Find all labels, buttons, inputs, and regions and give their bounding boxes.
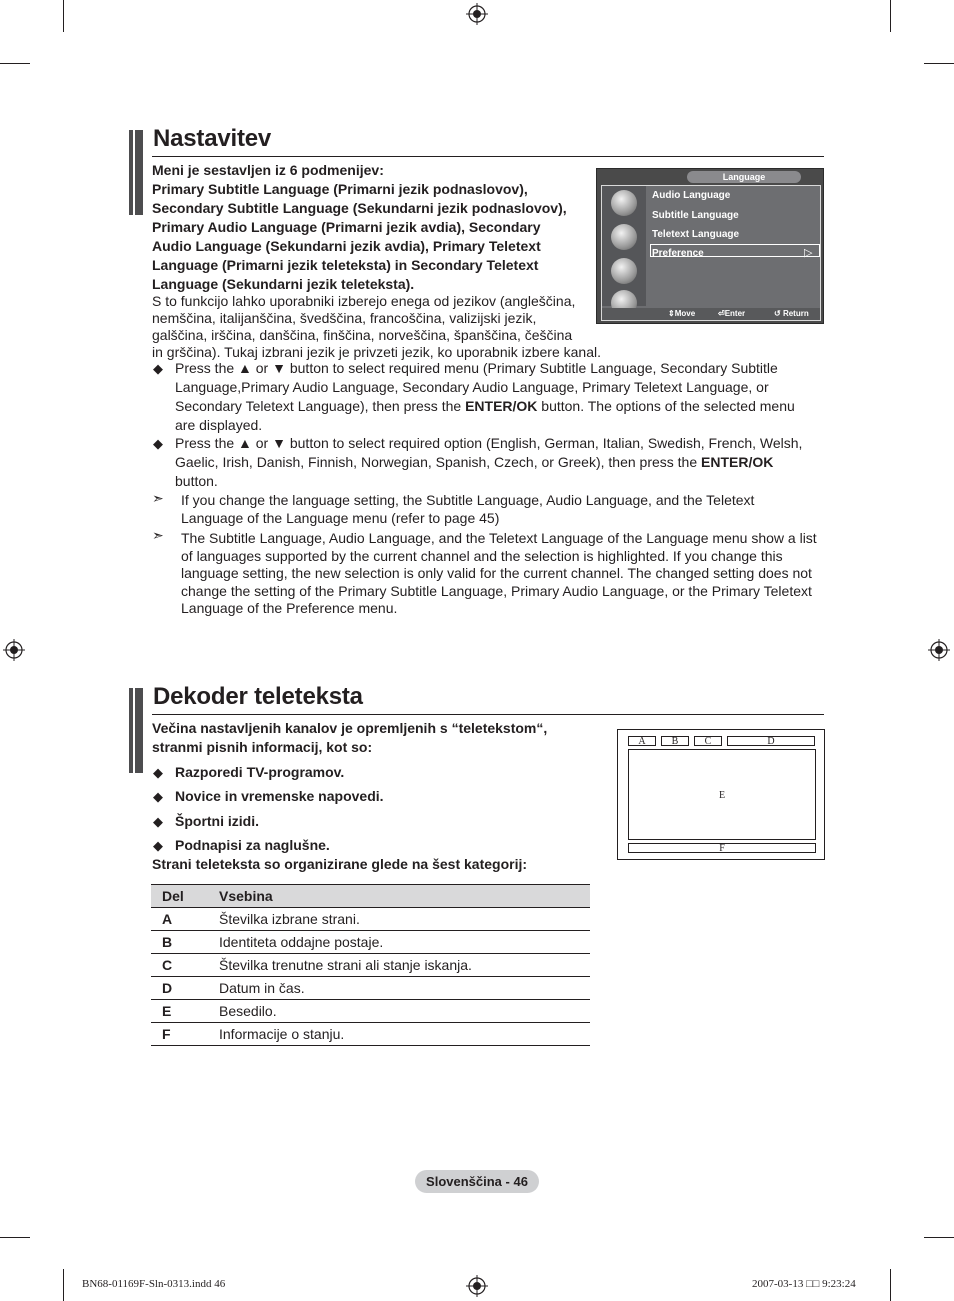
list-item: Športni izidi. [175,813,259,829]
section-title-nastavitev: Nastavitev [153,125,272,152]
bullet-text-part: button. [175,473,218,489]
osd-icon-column [602,186,646,306]
bullet-text [175,434,817,491]
teletext-summary: Strani teleteksta so organizirane glede na šest kategorij: [152,856,528,872]
table-row [151,1000,590,1023]
osd-item-preference: Preference [652,248,704,259]
list-item: Novice in vremenske napovedi. [175,788,384,804]
move-label: Move [674,309,696,318]
note-arrow-icon: ➣ [152,527,164,543]
registration-mark-icon [466,3,488,25]
intro-line: S to funkcijo lahko uporabniki izberejo enega od jezikov (angleščina, [152,293,576,309]
section-rule [152,714,824,715]
diagram-box-c: C [694,736,722,746]
table-row [151,954,590,977]
list-item: Podnapisi za naglušne. [175,837,330,853]
table-cell-value: Datum in čas. [219,977,590,1000]
crop-mark [0,63,30,64]
picture-icon [611,224,637,250]
registration-mark-icon [466,1275,488,1297]
antenna-icon [611,190,637,216]
table-cell-key: C [151,954,219,977]
teletext-intro [152,719,602,757]
note-arrow-icon: ➣ [152,490,164,506]
table-cell-value: Številka izbrane strani. [219,908,590,931]
diagram-box-b: B [661,736,689,746]
bullet-diamond-icon: ◆ [153,789,163,804]
crop-mark [890,0,891,32]
table-cell-value: Informacije o stanju. [219,1023,590,1046]
diagram-box-e: E [628,749,816,840]
return-label: Return [782,309,809,318]
diagram-box-f: F [628,843,816,853]
list-item: Razporedi TV-programov. [175,764,345,780]
crop-mark [924,1237,954,1238]
teletext-parts-table [151,884,590,1046]
table-cell-key: A [151,908,219,931]
intro-line: galščina, irščina, danščina, finščina, norveščina, španščina, češčina [152,327,573,343]
bullet-text [175,359,815,435]
enter-label: Enter [724,309,746,318]
intro-line: nemščina, italijanščina, švedščina, francoščina, valizijski jezik, [152,310,537,326]
return-hint: ↺ Return [774,309,809,318]
osd-tab-title: Language [687,171,801,183]
section-marker-bar [129,688,143,773]
osd-bottom-bar [602,308,820,320]
teletext-layout-diagram [617,729,825,860]
slug-file-info: BN68-01169F-Sln-0313.indd 46 [82,1278,226,1290]
osd-language-menu [596,168,824,324]
crop-mark [63,0,64,32]
bullet-diamond-icon: ◆ [153,436,163,451]
diagram-box-a: A [628,736,656,746]
intro-line: Meni je sestavljen iz 6 podmenijev: [152,162,384,178]
bullet-diamond-icon: ◆ [153,361,163,376]
bullet-text-part: Press the ▲ or ▼ button to select required menu (Primary Subtitle Language, Secondary Subtitle Language,Primary Audio Language, Secondary Audio Language, Primary Teletext Language, or Secondary Teletext Language), then press the [175,360,778,414]
crop-mark [0,1237,30,1238]
table-header: Vsebina [219,885,590,908]
bullet-diamond-icon: ◆ [153,814,163,829]
page-number-badge: Slovenščina - 46 [415,1170,539,1193]
table-row [151,908,590,931]
note-text: The Subtitle Language, Audio Language, and the Teletext Language of the Language menu show a list of languages supported by the current channel and the selection is highlighted. If you change this language setting, the new selection is only valid for the current channel. The changed setting does not change the setting of the Primary Subtitle Language, Primary Audio Language, or the Primary Teletext Language of the Preference menu. [181,530,817,616]
slug-date-info: 2007-03-13 □□ 9:23:24 [752,1278,856,1290]
intro-line: Audio Language (Sekundarni jezik avdia), Primary Teletext [152,238,541,254]
osd-item-subtitle-language: Subtitle Language [652,210,739,221]
table-cell-key: B [151,931,219,954]
intro-line: Language (Primarni jezik teleteksta) in Secondary Teletext [152,257,539,273]
enter-ok-label: ENTER/OK [465,398,538,414]
crop-mark [63,1269,64,1301]
table-header: Del [151,885,219,908]
table-cell-value: Številka trenutne strani ali stanje iskanja. [219,954,590,977]
intro-line: Primary Audio Language (Primarni jezik avdia), Secondary [152,219,541,235]
table-cell-key: F [151,1023,219,1046]
note-text: If you change the language setting, the Subtitle Language, Audio Language, and the Teletext Language of the Language menu (refer to page 45) [181,492,755,526]
crop-mark [924,63,954,64]
bullet-diamond-icon: ◆ [153,838,163,853]
move-hint: ⇕Move [668,309,696,318]
crop-mark [890,1269,891,1301]
intro-line: in grščina). Tukaj izbrani jezik je privzeti jezik, ko uporabnik izbere kanal. [152,344,601,360]
intro-normal-text [152,293,622,361]
section-rule [152,156,824,157]
table-cell-key: E [151,1000,219,1023]
intro-line: Večina nastavljenih kanalov je opremljenih s “teletekstom“, [152,720,548,736]
osd-item-teletext-language: Teletext Language [652,229,740,240]
intro-line: Language (Sekundarni jezik teleteksta). [152,276,415,292]
table-cell-value: Identiteta oddajne postaje. [219,931,590,954]
table-header-row [151,885,590,908]
intro-line: Primary Subtitle Language (Primarni jezik podnaslovov), [152,181,528,197]
diagram-box-d: D [727,736,815,746]
setup-icon [611,258,637,284]
osd-item-audio-language: Audio Language [652,190,731,201]
table-row [151,977,590,1000]
enter-hint: ⏎Enter [718,309,746,318]
table-row [151,1023,590,1046]
intro-line: stranmi pisnih informacij, kot so: [152,739,373,755]
bullet-text-part: Press the ▲ or ▼ button to select required option (English, German, Italian, Swedish, French, Welsh, Gaelic, Irish, Danish, Finnish, Norwegian, Spanish, Czech, or Greek), then press the [175,435,803,470]
section-title-dekoder: Dekoder teleteksta [153,683,363,710]
table-cell-key: D [151,977,219,1000]
intro-bold-text [152,161,592,294]
bullet-text-part: button. The options of the selected menu are displayed. [175,398,795,433]
intro-line: Secondary Subtitle Language (Sekundarni jezik podnaslovov), [152,200,567,216]
enter-ok-label: ENTER/OK [701,454,774,470]
registration-mark-icon [3,639,25,661]
osd-panel [601,185,821,321]
arrow-right-icon: ▷ [804,247,813,259]
section-marker-bar [129,130,143,215]
table-row [151,931,590,954]
registration-mark-icon [928,639,950,661]
bullet-diamond-icon: ◆ [153,765,163,780]
table-cell-value: Besedilo. [219,1000,590,1023]
